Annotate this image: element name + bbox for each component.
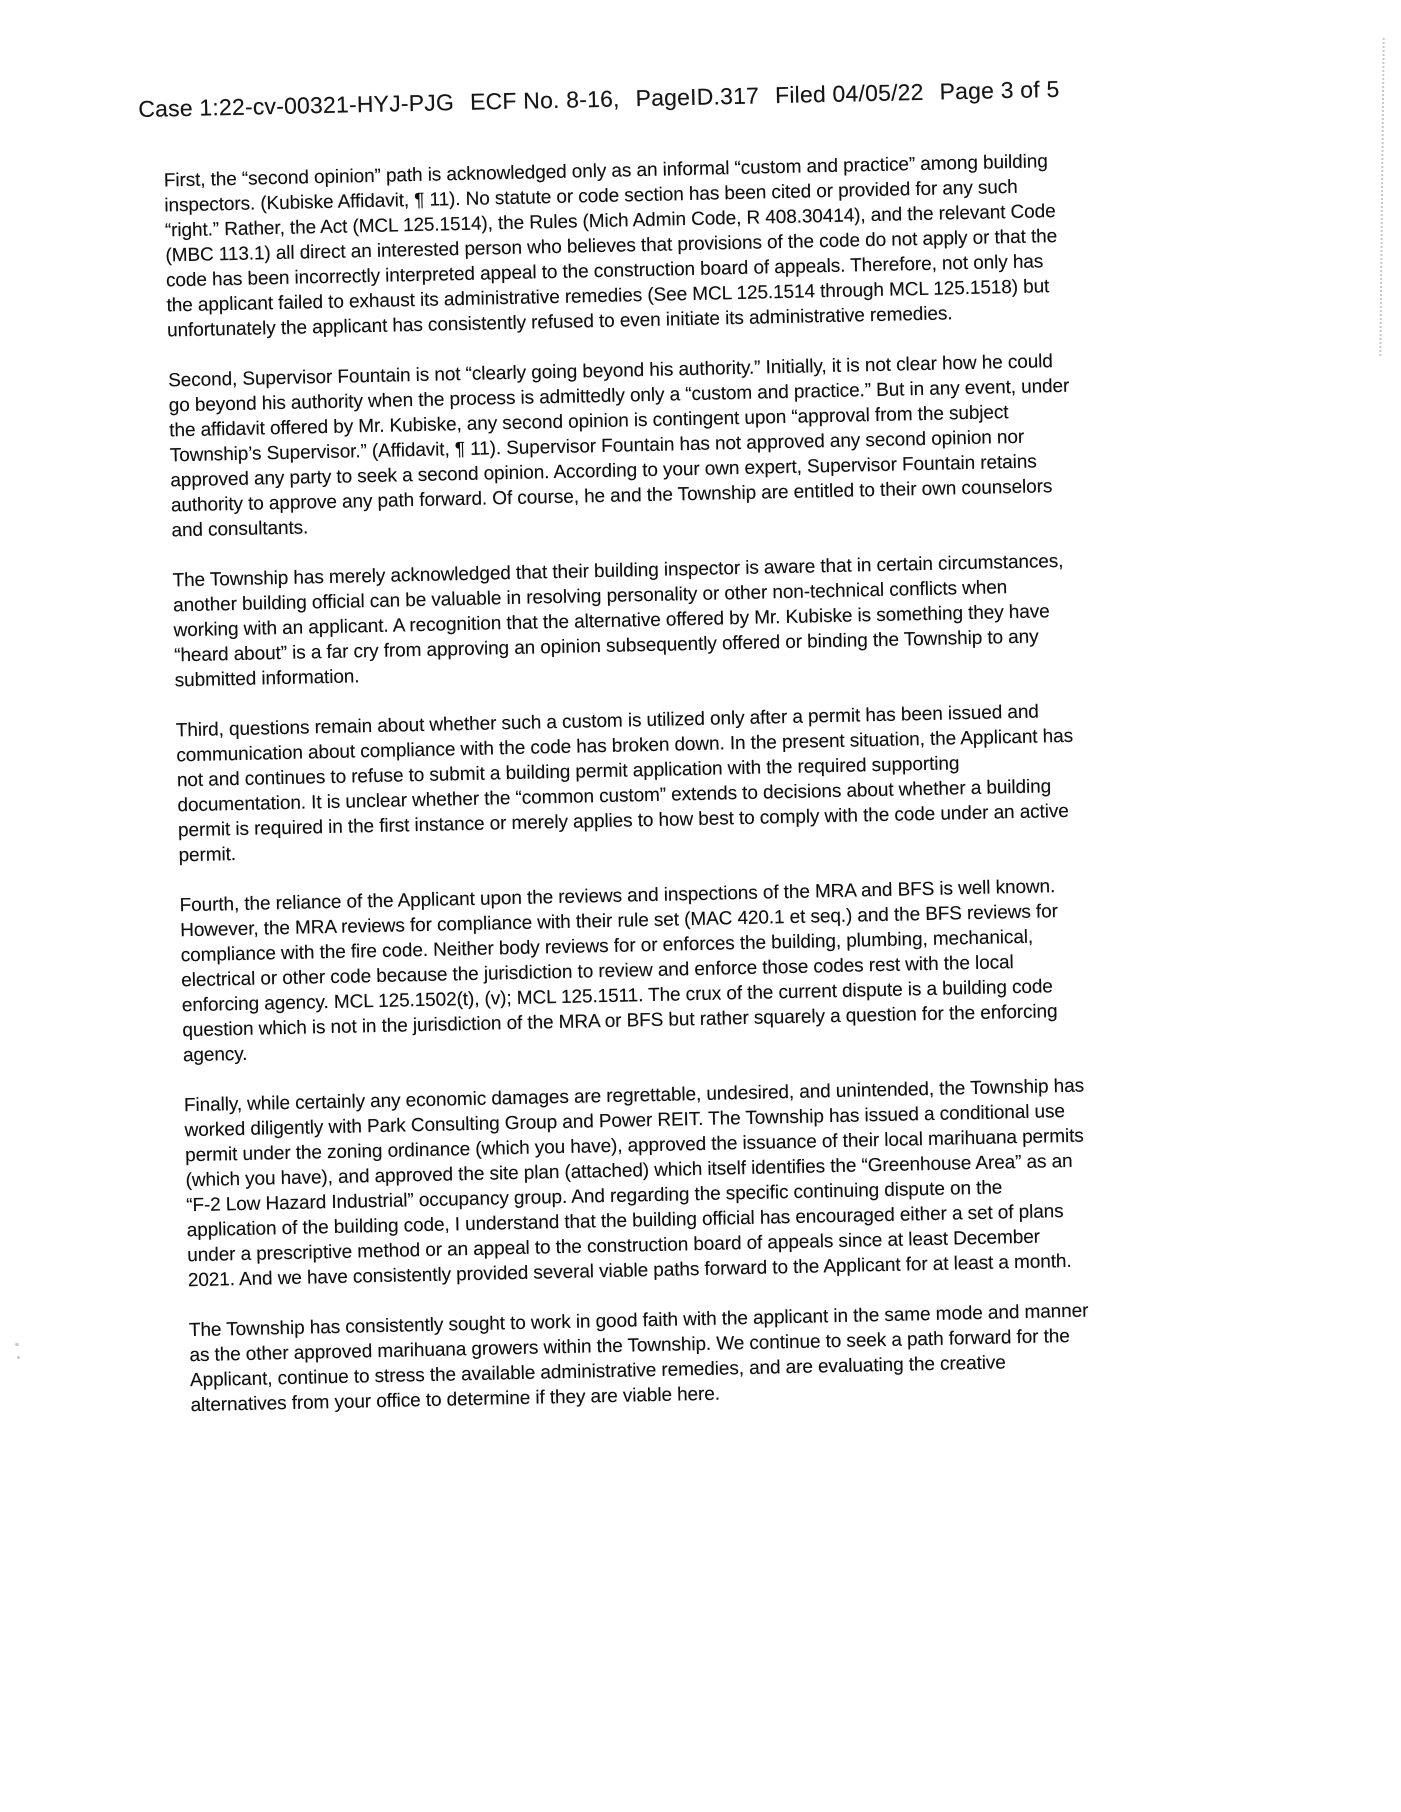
page-number: Page 3 of 5 [939, 75, 1060, 105]
scan-content [138, 76, 1097, 1444]
scanner-artifact-line [1379, 38, 1384, 356]
paragraph-second: Second, Supervisor Fountain is not “clearly going beyond his authority.” Initially, it is not clear how he could go beyond his authority when the process is admittedly only a “custom and practice.” But in any event, under the affidavit offered by Mr. Kubiske, any second opinion is contingent upon “approval from the subject Township’s Supervisor.” (Affidavit, ¶ 11). Supervisor Fountain has not approved any second opinion nor approved any party to seek a second opinion. According to your own expert, Supervisor Fountain retains authority to approve any path forward. Of course, he and the Township are entitled to their own counselors and consultants. [167, 351, 1070, 542]
letter-body [164, 149, 1093, 1418]
scanner-speck [15, 1343, 19, 1346]
scanner-speck [17, 1356, 20, 1359]
paragraph-closing: The Township has consistently sought to work in good faith with the applicant in the same mode and manner as the other approved marihuana growers within the Township. We continue to seek a path forward for the Applicant, continue to stress the available administrative remedies, and are evaluating the creative alternatives from your office to determine if they are viable here. [188, 1300, 1089, 1417]
paragraph-third: Third, questions remain about whether such a custom is utilized only after a permit has been issued and communication about compliance with the code has broken down. In the present situation, the Applicant has not and continues to refuse to submit a building permit application with the required supporting documentation. It is unclear whether the “common custom” extends to decisions about whether a building permit is required in the first instance or merely applies to how best to comply with the code under an active permit. [175, 701, 1074, 867]
paragraph-finally: Finally, while certainly any economic damages are regrettable, undesired, and unintended, the Township has worked diligently with Park Consulting Group and Power REIT. The Township has issued a conditional use permit under the zoning ordinance (which you have), approved the issuance of their local marihuana permits (which you have), and approved the site plan (attached) which itself identifies the “Greenhouse Area” as an “F-2 Low Hazard Industrial” occupancy group. And regarding the specific continuing dispute on the application of the building code, I understand that the building official has encouraged either a set of plans under a prescriptive method or an appeal to the construction board of appeals since at least December 2021. And we have consistently provided several viable paths forward to the Applicant for at least a month. [183, 1075, 1085, 1292]
page-id: PageID.317 [635, 82, 760, 112]
paragraph-township-acknowledged: The Township has merely acknowledged that their building inspector is aware that in certain circumstances, another building official can be valuable in resolving personality or other non-technical conflicts when working with an applicant. A recognition that the alternative offered by Mr. Kubiske is something they have “heard about” is a far cry from approving an opinion subsequently offered or binding the Township to any submitted information. [172, 550, 1064, 692]
court-filing-header [138, 76, 1068, 123]
paragraph-first: First, the “second opinion” path is acknowledged only as an informal “custom and practice” among building inspectors. (Kubiske Affidavit, ¶ 11). No statute or code section has been cited or provided for any such “right.” Rather, the Act (MCL 125.1514), the Rules (Mich Admin Code, R 408.30414), and the relevant Code (MBC 113.1) all direct an interested person who believes that provisions of the code do not apply or that the code has been incorrectly interpreted appeal to the construction board of appeals. Therefore, not only has the applicant failed to exhaust its administrative remedies (See MCL 125.1514 through MCL 125.1518) but unfortunately the applicant has consistently refused to even initiate its administrative remedies. [163, 151, 1058, 342]
paragraph-fourth: Fourth, the reliance of the Applicant upon the reviews and inspections of the MRA and BFS is well known. However, the MRA reviews for compliance with their rule set (MAC 420.1 et seq.) and the BFS reviews for compliance with the fire code. Neither body reviews for or enforces the building, plumbing, mechanical, electrical or other code because the jurisdiction to review and enforce those codes rest with the local enforcing agency. MCL 125.1502(t), (v); MCL 125.1511. The crux of the current dispute is a building code question which is not in the jurisdiction of the MRA or BFS but rather squarely a question for the enforcing agency. [179, 876, 1059, 1067]
ecf-number: ECF No. 8-16, [469, 85, 620, 115]
filed-date: Filed 04/05/22 [774, 78, 924, 109]
case-number: Case 1:22-cv-00321-HYJ-PJG [138, 89, 455, 122]
